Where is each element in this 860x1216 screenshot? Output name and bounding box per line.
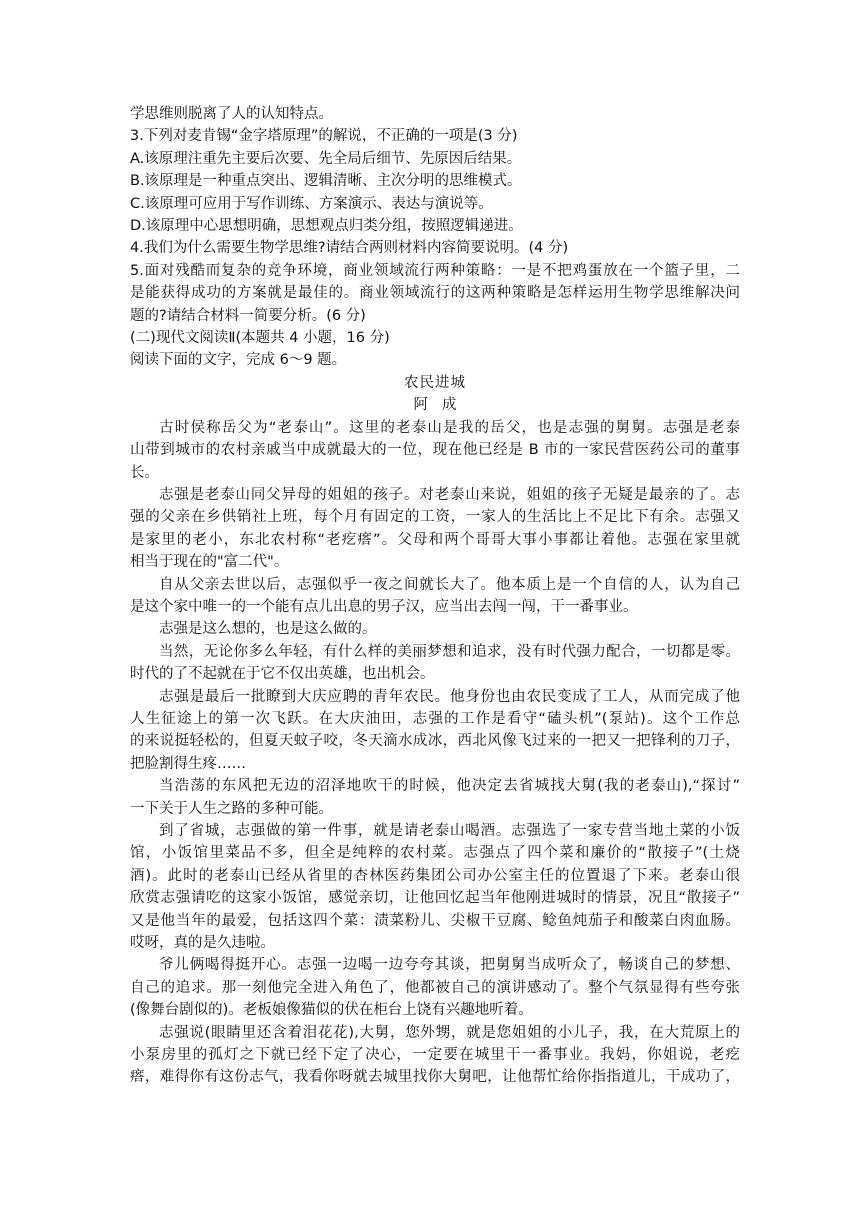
paragraph-line: (像舞台剧似的)。老板娘像猫似的伏在柜台上饶有兴趣地听着。 [130,1002,533,1019]
question-5-line: 5.面对残酷而复杂的竞争环境，商业领域流行两种策略：一是不把鸡蛋放在一个篮子里，二 [130,262,740,279]
paragraph-line: 自己的追求。那一刻他完全进入角色了，他都被自己的演讲感动了。整个气氛显得有些夸张 [130,979,740,996]
paragraph-line: 当然，无论你多么年轻，有什么样的美丽梦想和追求，没有时代强力配合，一切都是零。 [159,643,740,660]
paragraph-line: 的来说挺轻松的，但夏天蚊子咬，冬天滴水成冰，西北风像飞过来的一把又一把锋利的刀子， [130,733,740,750]
option-b-line: B.该原理是一种重点突出、逻辑清晰、主次分明的思维模式。 [130,173,522,190]
paragraph-line: 是家里的老小，东北农村称“老疙瘩”。父母和两个哥哥大事小事都让着他。志强在家里就 [130,531,740,548]
reading-instruction: 阅读下面的文字，完成 6～9 题。 [130,352,347,369]
story-author: 阿成 [413,397,471,414]
paragraph-line: 志强说(眼睛里还含着泪花花),大舅，您外甥，就是您姐姐的小儿子，我，在大荒原上的 [159,1024,740,1041]
paragraph-line: 强的父亲在乡供销社上班，每个月有固定的工资，一家人的生活比上不足比下有余。志强又 [130,509,740,526]
paragraph-line: 人生征途上的第一次飞跃。在大庆油田，志强的工作是看守“磕头机”(泵站)。这个工作总 [130,710,740,727]
question-5-line: 题的?请结合材料一简要分析。(6 分) [130,307,366,324]
option-c-line: C.该原理可应用于写作训练、方案演示、表达与演说等。 [130,195,493,212]
paragraph-line: 把脸割得生疼…… [130,755,246,772]
question-3-line: 3.下列对麦肯锡“金字塔原理”的解说，不正确的一项是(3 分) [130,128,518,145]
paragraph-line: 是这个家中唯一的一个能有点儿出息的男子汉，应当出去闯一闯，干一番事业。 [130,598,638,615]
paragraph-line: 相当于现在的"富二代"。 [130,554,289,571]
paragraph-line: 又是他当年的最爱，包括这四个菜：渍菜粉儿、尖椒干豆腐、鲶鱼炖茄子和酸菜白肉血肠。 [130,912,740,929]
story-title: 农民进城 [404,374,466,391]
paragraph-line: 时代的了不起就在于它不仅出英雄，也出机会。 [130,666,435,683]
paragraph-line: 当浩荡的东风把无边的沼泽地吹干的时候，他决定去省城找大舅(我的老泰山),“探讨” [159,778,740,795]
question-5-line: 是能获得成功的方案就是最佳的。商业领域流行的这两种策略是怎样运用生物学思维解决问 [130,285,740,302]
paragraph-line: 哎呀，真的是久违啦。 [130,935,275,952]
paragraph-line: 欣赏志强请吃的这家小饭馆，感觉亲切，让他回忆起当年他刚进城时的情景，况且“散接子” [130,890,740,907]
paragraph-line: 山带到城市的农村亲戚当中成就最大的一位，现在他已经是 B 市的一家民营医药公司的董事 [130,442,740,459]
option-a-line: A.该原理注重先主要后次要、先全局后细节、先原因后结果。 [130,150,522,167]
question-4-line: 4.我们为什么需要生物学思维?请结合两则材料内容简要说明。(4 分) [130,240,569,257]
paragraph-line: 志强是最后一批瞭到大庆应聘的青年农民。他身份也由农民变成了工人，从而完成了他 [159,688,740,705]
paragraph-line: 自从父亲去世以后，志强似乎一夜之间就长大了。他本质上是一个自信的人，认为自己 [159,576,740,593]
text-line: 学思维则脱离了人的认知特点。 [130,106,333,122]
paragraph-line: 古时侯称岳父为“老泰山”。这里的老泰山是我的岳父，也是志强的舅舅。志强是老泰 [159,419,740,436]
paragraph-line: 志强是这么想的，也是这么做的。 [159,621,377,638]
paragraph-line: 瘩，难得你有这份志气，我看你呀就去城里找你大舅吧，让他帮忙给你指指道儿，干成功了， [130,1069,740,1086]
paragraph-line: 酒)。此时的老泰山已经从省里的杏林医药集团公司办公室主任的位置退了下来。老泰山很 [130,867,740,884]
paragraph-line: 爷儿俩喝得挺开心。志强一边喝一边夸夸其谈，把舅舅当成听众了，畅谈自己的梦想、 [159,957,740,974]
option-d-line: D.该原理中心思想明确，思想观点归类分组，按照逻辑递进。 [130,218,523,235]
paragraph-line: 到了省城，志强做的第一件事，就是请老泰山喝酒。志强选了一家专营当地土菜的小饭 [159,823,740,839]
paragraph-line: 小泵房里的孤灯之下就已经下定了决心，一定要在城里干一番事业。我妈，你姐说，老疙 [130,1047,740,1064]
paragraph-line: 志强是老泰山同父异母的姐姐的孩子。对老泰山来说，姐姐的孩子无疑是最亲的了。志 [159,486,740,503]
paragraph-line: 一下关于人生之路的多种可能。 [130,800,333,817]
section-heading: (二)现代文阅读Ⅱ(本题共 4 小题，16 分) [130,330,390,347]
paragraph-line: 长。 [130,464,159,481]
paragraph-line: 馆，小饭馆里菜品不多，但全是纯粹的农村菜。志强点了四个菜和廉价的“散接子”(土烧 [130,845,740,862]
